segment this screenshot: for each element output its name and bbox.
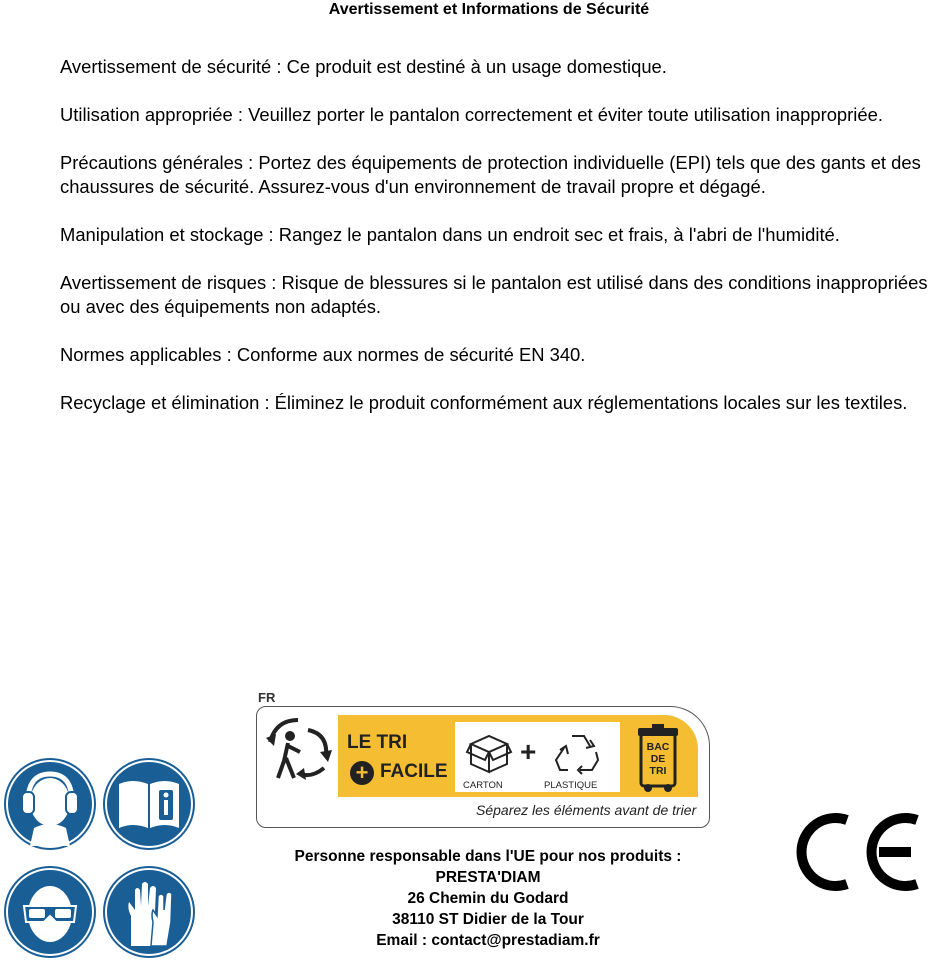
paragraph-storage: Manipulation et stockage : Rangez le pantalon dans un endroit sec et frais, à l'abri de l'humidité.: [60, 224, 840, 245]
paragraph-usage: Utilisation appropriée : Veuillez porter le pantalon correctement et éviter toute utilisation inappropriée.: [60, 104, 883, 125]
recycle-plastic-icon: [554, 730, 602, 781]
paragraph-warning: Avertissement de sécurité : Ce produit est destiné à un usage domestique.: [60, 56, 667, 77]
carton-label: CARTON: [463, 780, 503, 791]
paragraph-precautions: Précautions générales : Portez des équipements de protection individuelle (EPI) tels que des gants et des chaussures de sécurité. Assurez-vous d'un environnement de travail propre et dégagé.: [60, 152, 921, 197]
sorting-bin-icon: [635, 724, 681, 794]
bin-label-1: BAC: [646, 741, 670, 753]
responsible-heading: Personne responsable dans l'UE pour nos produits :: [294, 848, 682, 865]
gloves-icon: [103, 866, 195, 958]
eye-protection-icon: [4, 866, 96, 958]
company-name: PRESTA'DIAM: [435, 869, 541, 886]
company-email: Email : contact@prestadiam.fr: [376, 932, 600, 949]
company-city: 38110 ST Didier de la Tour: [392, 911, 584, 928]
plastique-label: PLASTIQUE: [544, 780, 598, 791]
page-title: Avertissement et Informations de Sécurité: [328, 1, 650, 18]
tri-subtitle: Séparez les éléments avant de trier: [476, 802, 697, 818]
carton-box-icon: [465, 728, 513, 781]
read-manual-icon: [103, 758, 195, 850]
plus-icon: +: [350, 761, 374, 785]
paragraph-recycling: Recyclage et élimination : Éliminez le produit conformément aux réglementations locales sur les textiles.: [60, 392, 908, 413]
tri-title-line2: FACILE: [380, 761, 448, 782]
paragraph-risks: Avertissement de risques : Risque de blessures si le pantalon est utilisé dans des conditions inappropriées ou avec des équipements non adaptés.: [60, 272, 928, 317]
bin-label-2: DE: [650, 753, 666, 765]
materials-plus: +: [520, 736, 537, 767]
tri-title-line1: LE TRI: [347, 732, 408, 753]
safety-text: [60, 55, 939, 439]
country-label: FR: [258, 690, 276, 705]
company-street: 26 Chemin du Godard: [407, 890, 569, 907]
paragraph-standards: Normes applicables : Conforme aux normes de sécurité EN 340.: [60, 344, 586, 365]
responsible-person-block: [238, 846, 738, 951]
triman-icon: [264, 716, 332, 787]
bin-label-3: TRI: [649, 765, 667, 777]
ce-mark: [785, 812, 935, 897]
ear-protection-icon: [4, 758, 96, 850]
